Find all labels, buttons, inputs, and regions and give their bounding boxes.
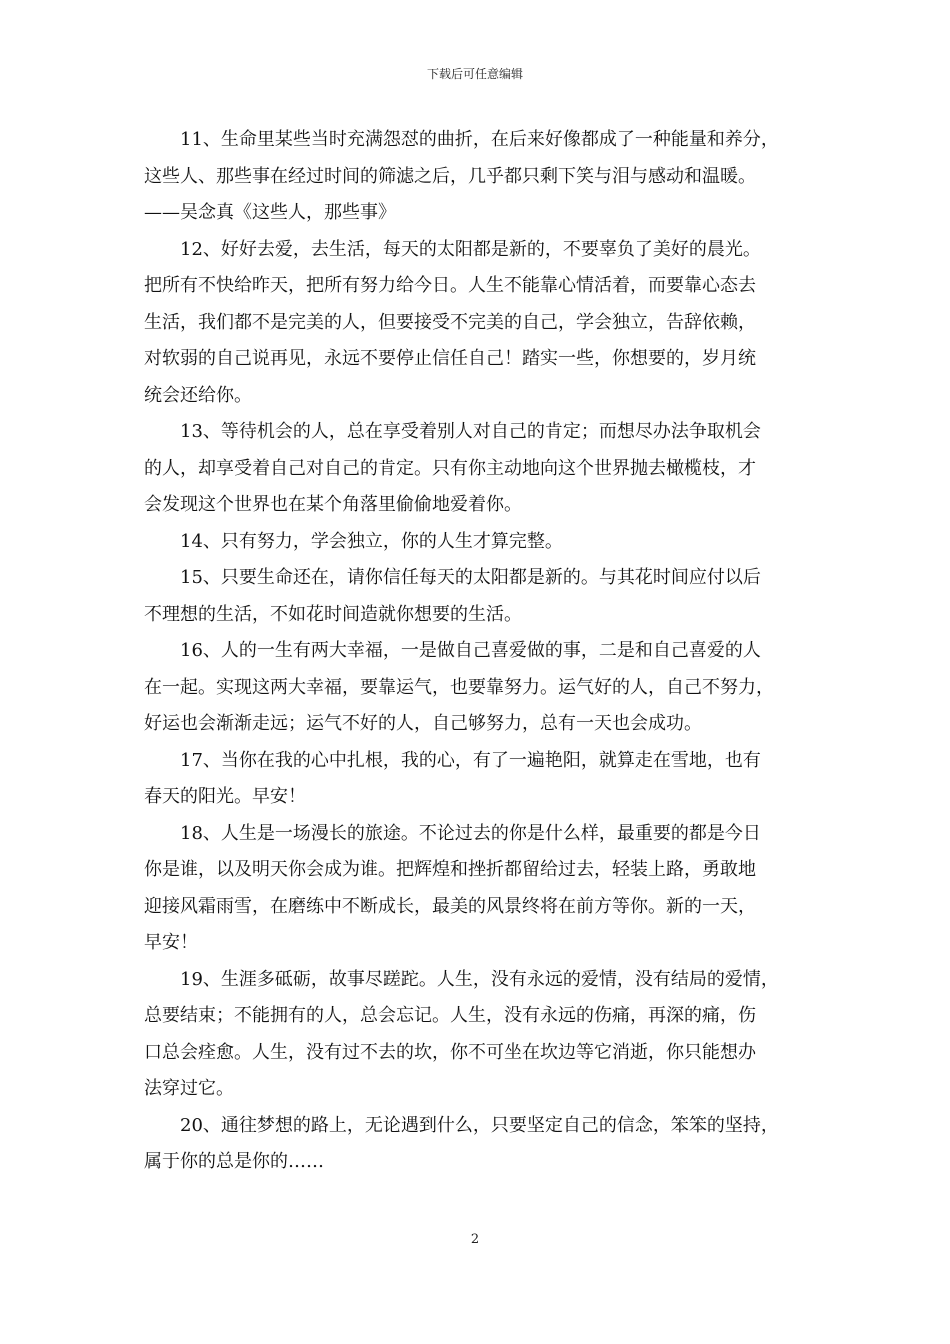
- text-line: 这些人、那些事在经过时间的筛滤之后，几乎都只剩下笑与泪与感动和温暖。: [144, 165, 756, 187]
- text-line: 11、生命里某些当时充满怨怼的曲折，在后来好像都成了一种能量和养分，: [180, 129, 779, 150]
- paragraph-11: [144, 122, 808, 232]
- text-line: 不理想的生活，不如花时间造就你想要的生活。: [144, 603, 522, 625]
- text-line: 17、当你在我的心中扎根，我的心，有了一遍艳阳，就算走在雪地，也有: [180, 749, 761, 771]
- document-body: [144, 122, 808, 1181]
- text-line: 的人，却享受着自己对自己的肯定。只有你主动地向这个世界抛去橄榄枝，才: [144, 457, 756, 479]
- paragraph-16: [144, 633, 808, 743]
- text-line: 春天的阳光。早安！: [144, 786, 306, 807]
- text-line: 20、通往梦想的路上，无论遇到什么，只要坚定自己的信念，笨笨的坚持，: [180, 1114, 779, 1136]
- paragraph-14: [144, 524, 808, 561]
- page-number: 2: [470, 1232, 480, 1247]
- text-line: 法穿过它。: [144, 1078, 234, 1099]
- text-line: ——吴念真《这些人，那些事》: [144, 202, 396, 223]
- text-line: 早安！: [144, 932, 198, 953]
- text-line: 在一起。实现这两大幸福，要靠运气，也要靠努力。运气好的人，自己不努力，: [144, 676, 774, 698]
- paragraph-15: [144, 560, 808, 633]
- paragraph-18: [144, 816, 808, 962]
- text-line: 18、人生是一场漫长的旅途。不论过去的你是什么样，最重要的都是今日: [180, 822, 761, 844]
- text-line: 总要结束；不能拥有的人，总会忘记。人生，没有永远的伤痛，再深的痛，伤: [144, 1005, 756, 1026]
- text-line: 把所有不快给昨天，把所有努力给今日。人生不能靠心情活着，而要靠心态去: [144, 275, 756, 296]
- text-line: 13、等待机会的人，总在享受着别人对自己的肯定；而想尽办法争取机会: [180, 421, 761, 442]
- text-line: 你是谁，以及明天你会成为谁。把辉煌和挫折都留给过去，轻装上路，勇敢地: [144, 859, 756, 880]
- paragraph-19: [144, 962, 808, 1108]
- paragraph-12: [144, 232, 808, 415]
- text-line: 统会还给你。: [144, 384, 252, 406]
- text-line: 对软弱的自己说再见，永远不要停止信任自己！踏实一些，你想要的，岁月统: [144, 348, 756, 369]
- text-line: 生活，我们都不是完美的人，但要接受不完美的自己，学会独立，告辞依赖，: [144, 311, 756, 333]
- page-header: 下载后可任意编辑: [426, 67, 523, 81]
- paragraph-17: [144, 743, 808, 816]
- text-line: 口总会痊愈。人生，没有过不去的坎，你不可坐在坎边等它消逝，你只能想办: [144, 1041, 756, 1063]
- text-line: 迎接风霜雨雪，在磨练中不断成长，最美的风景终将在前方等你。新的一天，: [144, 895, 756, 917]
- text-line: 14、只有努力，学会独立，你的人生才算完整。: [180, 530, 563, 552]
- paragraph-13: [144, 414, 808, 524]
- text-line: 会发现这个世界也在某个角落里偷偷地爱着你。: [144, 494, 522, 515]
- text-line: 12、好好去爱，去生活，每天的太阳都是新的，不要辜负了美好的晨光。: [180, 238, 761, 260]
- text-line: 属于你的总是你的……: [144, 1151, 324, 1172]
- text-line: 好运也会渐渐走远；运气不好的人，自己够努力，总有一天也会成功。: [144, 713, 702, 734]
- text-line: 16、人的一生有两大幸福，一是做自己喜爱做的事，二是和自己喜爱的人: [180, 640, 761, 661]
- text-line: 19、生涯多砥砺，故事尽蹉跎。人生，没有永远的爱情，没有结局的爱情，: [180, 968, 779, 990]
- paragraph-20: [144, 1108, 808, 1181]
- text-line: 15、只要生命还在，请你信任每天的太阳都是新的。与其花时间应付以后: [180, 567, 761, 588]
